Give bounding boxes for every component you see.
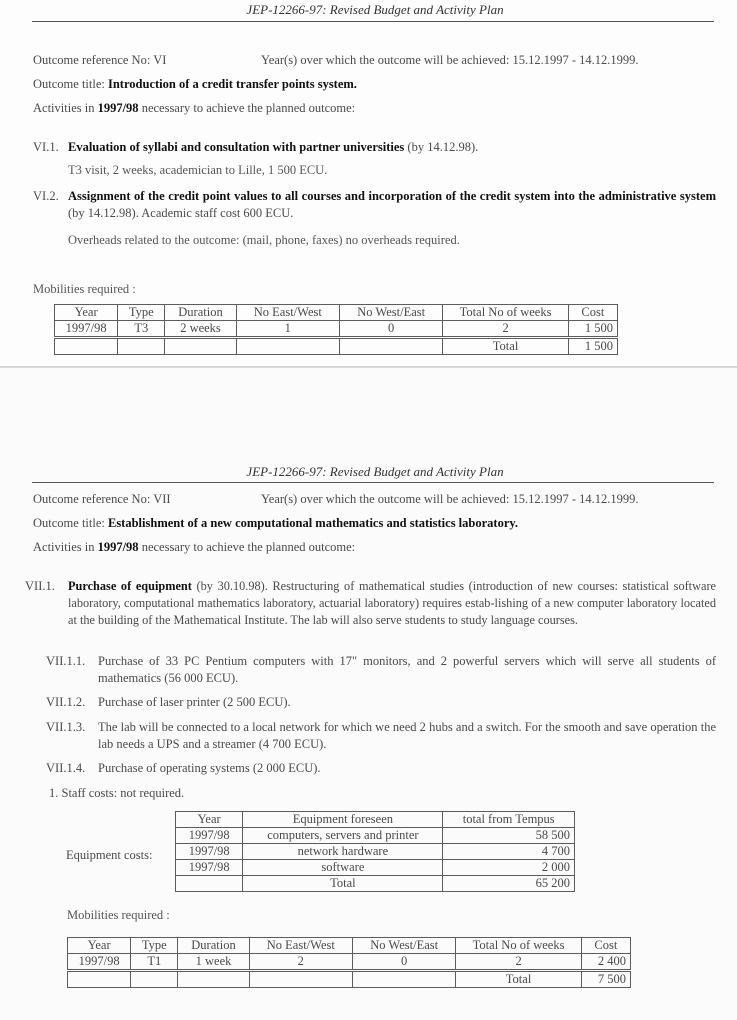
header-rule xyxy=(32,482,714,483)
table-cell: 1997/98 xyxy=(55,321,118,338)
table-total-row xyxy=(55,338,618,355)
table-cell: 58 500 xyxy=(443,828,575,844)
table-cell: 0 xyxy=(352,954,455,971)
table-total-row xyxy=(68,971,631,988)
activity-item-title: Evaluation of syllabi and consultation with partner universities xyxy=(68,140,405,154)
sub-item-number: VII.1.3. xyxy=(46,720,86,734)
column-header: Year xyxy=(68,938,131,954)
activities-intro xyxy=(33,101,355,116)
table-row xyxy=(176,844,575,860)
table-header-row xyxy=(55,305,618,321)
table-cell: 1997/98 xyxy=(176,844,243,860)
table-cell: 1997/98 xyxy=(68,954,131,971)
outcome-reference-value: VI xyxy=(153,53,167,67)
column-header: Total No of weeks xyxy=(456,938,581,954)
outcome-title-label: Outcome title: xyxy=(33,77,105,91)
column-header: No West/East xyxy=(352,938,455,954)
outcome-reference-label: Outcome reference No: xyxy=(33,492,151,506)
document-page-1 xyxy=(0,0,737,368)
table-cell-empty xyxy=(131,971,178,988)
table-cell: 1 500 xyxy=(568,321,617,338)
column-header: No East/West xyxy=(236,305,339,321)
outcome-title-value: Introduction of a credit transfer points system. xyxy=(107,77,357,91)
table-cell: software xyxy=(243,860,443,876)
table-cell: 2 xyxy=(249,954,352,971)
mobilities-label: Mobilities required : xyxy=(33,282,136,296)
outcome-reference xyxy=(33,492,171,507)
total-value: 1 500 xyxy=(568,338,617,355)
activities-prefix: Activities in xyxy=(33,540,95,554)
table-cell: 2 400 xyxy=(581,954,630,971)
total-value: 65 200 xyxy=(443,876,575,892)
outcome-title xyxy=(33,516,518,531)
outcome-title-value: Establishment of a new computational mathematics and statistics laboratory. xyxy=(107,516,519,530)
mobilities-label: Mobilities required : xyxy=(67,908,170,922)
activity-item xyxy=(68,578,716,629)
table-row xyxy=(55,321,618,338)
outcome-years xyxy=(261,492,638,507)
sub-item-number: VII.1.1. xyxy=(46,654,86,668)
total-label: Total xyxy=(456,971,581,988)
table-cell: computers, servers and printer xyxy=(243,828,443,844)
table-cell-empty xyxy=(55,338,118,355)
equipment-table xyxy=(175,811,575,892)
table-cell: 4 700 xyxy=(443,844,575,860)
header-rule xyxy=(32,21,714,22)
sub-item-text: Purchase of 33 PC Pentium computers with 17" monitors, and 2 powerful servers which will serve all students of mathematics (56 000 ECU). xyxy=(98,654,716,685)
staff-costs: 1. Staff costs: not required. xyxy=(49,786,185,800)
table-cell-empty xyxy=(178,971,249,988)
column-header: Type xyxy=(131,938,178,954)
outcome-years xyxy=(261,53,638,68)
mobility-table xyxy=(54,304,618,355)
table-cell-empty xyxy=(236,338,339,355)
activity-item-detail: T3 visit, 2 weeks, academician to Lille, 1 500 ECU. xyxy=(68,163,328,177)
activities-intro xyxy=(33,540,355,555)
mobility-table xyxy=(67,937,631,988)
table-total-row xyxy=(176,876,575,892)
item-number: VI.1. xyxy=(33,140,59,154)
table-cell: network hardware xyxy=(243,844,443,860)
total-label: Total xyxy=(243,876,443,892)
table-cell: T3 xyxy=(118,321,165,338)
activities-year: 1997/98 xyxy=(97,540,139,554)
sub-item-number: VII.1.2. xyxy=(46,695,86,709)
table-cell: 1 week xyxy=(178,954,249,971)
table-cell-empty xyxy=(165,338,236,355)
table-cell: 1997/98 xyxy=(176,860,243,876)
outcome-reference xyxy=(33,53,166,68)
item-number: VII.1. xyxy=(25,579,55,593)
column-header: Duration xyxy=(165,305,236,321)
activities-suffix: necessary to achieve the planned outcome: xyxy=(141,540,356,554)
total-value: 7 500 xyxy=(581,971,630,988)
equipment-costs-label: Equipment costs: xyxy=(66,848,153,862)
sub-item-text: The lab will be connected to a local network for which we need 2 hubs and a switch. For the smooth and save operation the lab needs a UPS and a streamer (4 700 ECU). xyxy=(98,720,716,751)
table-cell: 2 xyxy=(456,954,581,971)
column-header: Year xyxy=(176,812,243,828)
activity-item xyxy=(68,139,718,156)
table-cell: 1 xyxy=(236,321,339,338)
item-number: VI.2. xyxy=(33,189,59,203)
column-header: No East/West xyxy=(249,938,352,954)
outcome-years-value: 15.12.1997 - 14.12.1999. xyxy=(512,53,639,67)
running-header: JEP-12266-97: Revised Budget and Activity Plan xyxy=(246,2,504,17)
activities-year: 1997/98 xyxy=(97,101,139,115)
column-header: Duration xyxy=(178,938,249,954)
activity-item xyxy=(68,188,716,222)
column-header: Year xyxy=(55,305,118,321)
column-header: total from Tempus xyxy=(443,812,575,828)
table-cell: 2 xyxy=(443,321,568,338)
activities-prefix: Activities in xyxy=(33,101,95,115)
column-header: Cost xyxy=(568,305,617,321)
table-cell: T1 xyxy=(131,954,178,971)
outcome-title xyxy=(33,77,357,92)
activity-item-title: Assignment of the credit point values to all courses and incorporation of the credit system into the administrative system xyxy=(68,189,716,203)
table-row xyxy=(176,860,575,876)
sub-item-text: Purchase of laser printer (2 500 ECU). xyxy=(98,695,291,709)
activities-suffix: necessary to achieve the planned outcome: xyxy=(141,101,356,115)
activity-item-text: (by 14.12.98). xyxy=(404,140,479,154)
table-cell: 0 xyxy=(339,321,442,338)
column-header: Total No of weeks xyxy=(443,305,568,321)
table-cell-empty xyxy=(118,338,165,355)
table-row xyxy=(176,828,575,844)
activity-item-text: (by 14.12.98). Academic staff cost 600 ECU. xyxy=(68,206,294,220)
running-header: JEP-12266-97: Revised Budget and Activity Plan xyxy=(246,464,504,479)
outcome-years-label: Year(s) over which the outcome will be achieved: xyxy=(261,492,510,506)
column-header: Cost xyxy=(581,938,630,954)
table-cell: 2 weeks xyxy=(165,321,236,338)
document-page-2 xyxy=(0,368,737,1020)
outcome-title-label: Outcome title: xyxy=(33,516,105,530)
table-cell: 2 000 xyxy=(443,860,575,876)
table-cell-empty xyxy=(176,876,243,892)
outcome-reference-label: Outcome reference No: xyxy=(33,53,151,67)
table-cell-empty xyxy=(249,971,352,988)
total-label: Total xyxy=(443,338,568,355)
overheads-note: Overheads related to the outcome: (mail, phone, faxes) no overheads required. xyxy=(68,233,460,247)
outcome-years-value: 15.12.1997 - 14.12.1999. xyxy=(512,492,639,506)
table-cell-empty xyxy=(352,971,455,988)
sub-item-number: VII.1.4. xyxy=(46,761,86,775)
column-header: Equipment foreseen xyxy=(243,812,443,828)
table-row xyxy=(68,954,631,971)
column-header: Type xyxy=(118,305,165,321)
column-header: No West/East xyxy=(339,305,442,321)
table-header-row xyxy=(176,812,575,828)
table-cell-empty xyxy=(339,338,442,355)
table-cell: 1997/98 xyxy=(176,828,243,844)
table-cell-empty xyxy=(68,971,131,988)
outcome-years-label: Year(s) over which the outcome will be achieved: xyxy=(261,53,510,67)
sub-item-text: Purchase of operating systems (2 000 ECU). xyxy=(98,761,321,775)
activity-item-text: (by 30.10.98). Restructuring of mathematical studies (introduction of new courses: statistical software laboratory, computational mathematics laboratory, actuarial laboratory) requires estab-lishing of a new computer laboratory located at the building of the Mathematical Institute. The lab will also serve students to study language courses. xyxy=(68,579,716,627)
outcome-reference-value: VII xyxy=(153,492,171,506)
table-header-row xyxy=(68,938,631,954)
activity-item-title: Purchase of equipment xyxy=(68,579,192,593)
